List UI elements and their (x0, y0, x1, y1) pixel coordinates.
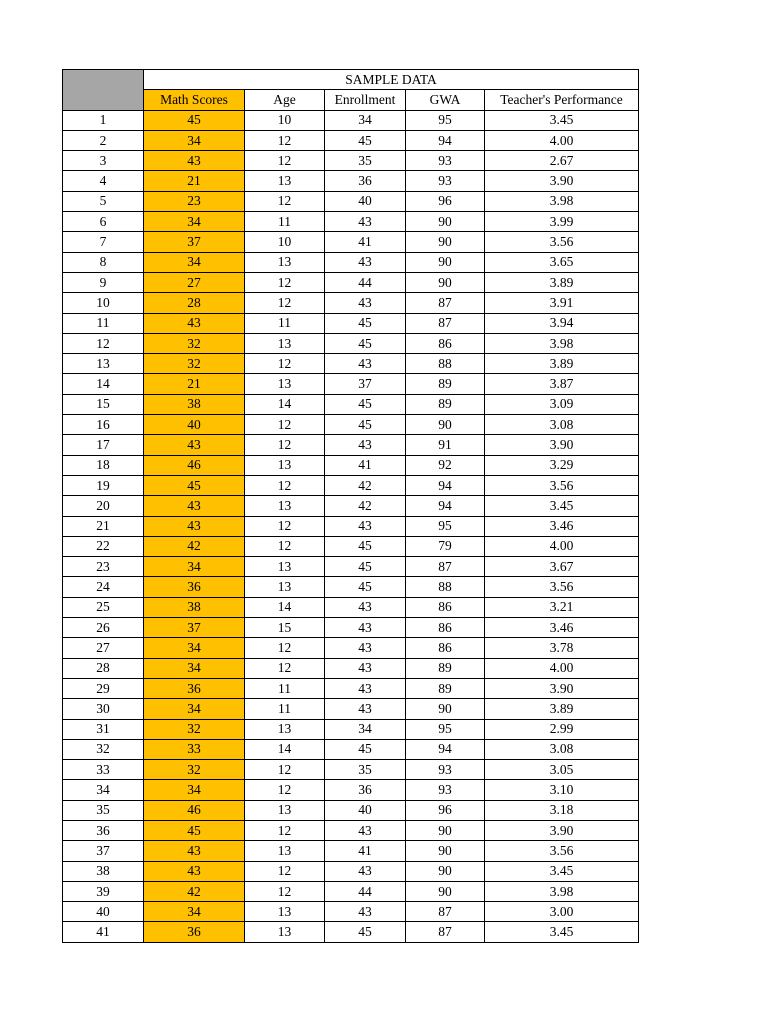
enrollment-cell: 43 (325, 293, 406, 313)
math-score-cell: 34 (144, 699, 245, 719)
teachers-performance-cell: 3.98 (485, 881, 639, 901)
age-cell: 12 (245, 191, 325, 211)
math-score-cell: 43 (144, 861, 245, 881)
gwa-cell: 87 (406, 293, 485, 313)
teachers-performance-cell: 4.00 (485, 130, 639, 150)
teachers-performance-cell: 3.21 (485, 597, 639, 617)
age-cell: 12 (245, 861, 325, 881)
math-score-cell: 38 (144, 394, 245, 414)
enrollment-cell: 43 (325, 902, 406, 922)
teachers-performance-cell: 3.46 (485, 618, 639, 638)
enrollment-cell: 44 (325, 272, 406, 292)
row-number-cell: 33 (63, 760, 144, 780)
math-score-cell: 21 (144, 171, 245, 191)
gwa-cell: 90 (406, 415, 485, 435)
row-number-cell: 28 (63, 658, 144, 678)
teachers-performance-cell: 3.90 (485, 435, 639, 455)
table-row (63, 557, 639, 577)
teachers-performance-cell: 3.00 (485, 902, 639, 922)
table-row (63, 760, 639, 780)
enrollment-cell: 45 (325, 577, 406, 597)
enrollment-cell: 36 (325, 171, 406, 191)
teachers-performance-cell: 3.90 (485, 678, 639, 698)
gwa-cell: 90 (406, 699, 485, 719)
gwa-cell: 89 (406, 678, 485, 698)
row-number-cell: 31 (63, 719, 144, 739)
math-score-cell: 37 (144, 232, 245, 252)
table-row (63, 354, 639, 374)
row-number-cell: 40 (63, 902, 144, 922)
age-cell: 13 (245, 455, 325, 475)
teachers-performance-cell: 3.90 (485, 820, 639, 840)
gwa-cell: 93 (406, 760, 485, 780)
enrollment-cell: 45 (325, 313, 406, 333)
teachers-performance-cell: 3.08 (485, 739, 639, 759)
age-cell: 12 (245, 516, 325, 536)
header-age: Age (245, 90, 325, 110)
row-number-cell: 20 (63, 496, 144, 516)
row-number-cell: 37 (63, 841, 144, 861)
enrollment-cell: 41 (325, 841, 406, 861)
gwa-cell: 93 (406, 780, 485, 800)
gwa-cell: 96 (406, 800, 485, 820)
teachers-performance-cell: 3.65 (485, 252, 639, 272)
enrollment-cell: 41 (325, 455, 406, 475)
gwa-cell: 90 (406, 861, 485, 881)
table-row (63, 820, 639, 840)
teachers-performance-cell: 3.99 (485, 212, 639, 232)
enrollment-cell: 37 (325, 374, 406, 394)
table-row (63, 841, 639, 861)
gwa-cell: 94 (406, 475, 485, 495)
age-cell: 12 (245, 272, 325, 292)
enrollment-cell: 43 (325, 516, 406, 536)
row-number-cell: 2 (63, 130, 144, 150)
enrollment-cell: 40 (325, 191, 406, 211)
enrollment-cell: 45 (325, 415, 406, 435)
table-row (63, 313, 639, 333)
enrollment-cell: 43 (325, 252, 406, 272)
header-teachers-performance: Teacher's Performance (485, 90, 639, 110)
row-number-cell: 1 (63, 110, 144, 130)
header-row (63, 90, 639, 110)
gwa-cell: 90 (406, 232, 485, 252)
age-cell: 12 (245, 415, 325, 435)
teachers-performance-cell: 3.18 (485, 800, 639, 820)
table-row (63, 800, 639, 820)
row-number-cell: 26 (63, 618, 144, 638)
enrollment-cell: 45 (325, 394, 406, 414)
gwa-cell: 90 (406, 252, 485, 272)
table-row (63, 861, 639, 881)
table-row (63, 435, 639, 455)
age-cell: 13 (245, 252, 325, 272)
teachers-performance-cell: 3.56 (485, 577, 639, 597)
gwa-cell: 90 (406, 820, 485, 840)
row-number-cell: 35 (63, 800, 144, 820)
sample-data-table (62, 69, 639, 943)
math-score-cell: 27 (144, 272, 245, 292)
teachers-performance-cell: 2.99 (485, 719, 639, 739)
teachers-performance-cell: 3.89 (485, 354, 639, 374)
math-score-cell: 38 (144, 597, 245, 617)
gwa-cell: 87 (406, 313, 485, 333)
enrollment-cell: 43 (325, 212, 406, 232)
row-number-cell: 39 (63, 881, 144, 901)
table-row (63, 130, 639, 150)
enrollment-cell: 42 (325, 475, 406, 495)
row-number-cell: 3 (63, 151, 144, 171)
age-cell: 14 (245, 597, 325, 617)
gwa-cell: 89 (406, 374, 485, 394)
teachers-performance-cell: 3.98 (485, 333, 639, 353)
math-score-cell: 32 (144, 760, 245, 780)
table-row (63, 455, 639, 475)
teachers-performance-cell: 3.45 (485, 922, 639, 942)
gwa-cell: 89 (406, 394, 485, 414)
row-number-cell: 30 (63, 699, 144, 719)
row-number-cell: 13 (63, 354, 144, 374)
age-cell: 12 (245, 151, 325, 171)
enrollment-cell: 43 (325, 597, 406, 617)
row-number-cell: 27 (63, 638, 144, 658)
math-score-cell: 36 (144, 678, 245, 698)
table-row (63, 415, 639, 435)
gwa-cell: 95 (406, 516, 485, 536)
age-cell: 11 (245, 699, 325, 719)
enrollment-cell: 43 (325, 638, 406, 658)
teachers-performance-cell: 3.56 (485, 475, 639, 495)
age-cell: 13 (245, 577, 325, 597)
math-score-cell: 34 (144, 638, 245, 658)
row-number-cell: 23 (63, 557, 144, 577)
gwa-cell: 89 (406, 658, 485, 678)
math-score-cell: 34 (144, 658, 245, 678)
row-number-cell: 12 (63, 333, 144, 353)
header-math-scores: Math Scores (144, 90, 245, 110)
gwa-cell: 90 (406, 272, 485, 292)
table-row (63, 638, 639, 658)
math-score-cell: 43 (144, 435, 245, 455)
row-number-cell: 38 (63, 861, 144, 881)
gwa-cell: 87 (406, 922, 485, 942)
row-number-cell: 8 (63, 252, 144, 272)
math-score-cell: 45 (144, 110, 245, 130)
row-number-cell: 22 (63, 536, 144, 556)
table-row (63, 151, 639, 171)
age-cell: 12 (245, 293, 325, 313)
teachers-performance-cell: 3.10 (485, 780, 639, 800)
math-score-cell: 43 (144, 841, 245, 861)
age-cell: 13 (245, 374, 325, 394)
corner-cell (63, 70, 144, 111)
teachers-performance-cell: 3.08 (485, 415, 639, 435)
table-row (63, 212, 639, 232)
table-row (63, 780, 639, 800)
table-row (63, 922, 639, 942)
table-row (63, 252, 639, 272)
table-row (63, 171, 639, 191)
gwa-cell: 92 (406, 455, 485, 475)
age-cell: 11 (245, 313, 325, 333)
math-score-cell: 45 (144, 820, 245, 840)
gwa-cell: 86 (406, 597, 485, 617)
teachers-performance-cell: 3.98 (485, 191, 639, 211)
math-score-cell: 23 (144, 191, 245, 211)
table-row (63, 232, 639, 252)
row-number-cell: 36 (63, 820, 144, 840)
gwa-cell: 86 (406, 618, 485, 638)
teachers-performance-cell: 3.05 (485, 760, 639, 780)
age-cell: 13 (245, 171, 325, 191)
enrollment-cell: 43 (325, 861, 406, 881)
age-cell: 12 (245, 780, 325, 800)
gwa-cell: 93 (406, 171, 485, 191)
enrollment-cell: 42 (325, 496, 406, 516)
row-number-cell: 41 (63, 922, 144, 942)
age-cell: 13 (245, 557, 325, 577)
table-row (63, 475, 639, 495)
teachers-performance-cell: 3.45 (485, 496, 639, 516)
table-row (63, 577, 639, 597)
gwa-cell: 94 (406, 496, 485, 516)
gwa-cell: 90 (406, 841, 485, 861)
teachers-performance-cell: 3.46 (485, 516, 639, 536)
table-row (63, 618, 639, 638)
teachers-performance-cell: 4.00 (485, 536, 639, 556)
enrollment-cell: 45 (325, 557, 406, 577)
age-cell: 14 (245, 394, 325, 414)
math-score-cell: 32 (144, 333, 245, 353)
math-score-cell: 37 (144, 618, 245, 638)
row-number-cell: 15 (63, 394, 144, 414)
enrollment-cell: 44 (325, 881, 406, 901)
enrollment-cell: 43 (325, 618, 406, 638)
enrollment-cell: 35 (325, 151, 406, 171)
table-title: SAMPLE DATA (144, 70, 639, 90)
math-score-cell: 34 (144, 252, 245, 272)
math-score-cell: 34 (144, 557, 245, 577)
gwa-cell: 88 (406, 354, 485, 374)
row-number-cell: 18 (63, 455, 144, 475)
age-cell: 12 (245, 435, 325, 455)
table-row (63, 678, 639, 698)
teachers-performance-cell: 3.67 (485, 557, 639, 577)
age-cell: 11 (245, 678, 325, 698)
header-gwa: GWA (406, 90, 485, 110)
teachers-performance-cell: 3.09 (485, 394, 639, 414)
row-number-cell: 34 (63, 780, 144, 800)
row-number-cell: 14 (63, 374, 144, 394)
teachers-performance-cell: 3.45 (485, 110, 639, 130)
gwa-cell: 86 (406, 638, 485, 658)
table-row (63, 881, 639, 901)
gwa-cell: 88 (406, 577, 485, 597)
table-row (63, 496, 639, 516)
gwa-cell: 95 (406, 719, 485, 739)
table-row (63, 536, 639, 556)
table-row (63, 902, 639, 922)
gwa-cell: 79 (406, 536, 485, 556)
header-enrollment: Enrollment (325, 90, 406, 110)
math-score-cell: 43 (144, 151, 245, 171)
teachers-performance-cell: 3.94 (485, 313, 639, 333)
title-row (63, 70, 639, 90)
math-score-cell: 34 (144, 130, 245, 150)
teachers-performance-cell: 3.78 (485, 638, 639, 658)
teachers-performance-cell: 3.45 (485, 861, 639, 881)
age-cell: 12 (245, 760, 325, 780)
enrollment-cell: 43 (325, 678, 406, 698)
teachers-performance-cell: 3.90 (485, 171, 639, 191)
teachers-performance-cell: 3.87 (485, 374, 639, 394)
math-score-cell: 33 (144, 739, 245, 759)
age-cell: 13 (245, 719, 325, 739)
gwa-cell: 94 (406, 130, 485, 150)
row-number-cell: 16 (63, 415, 144, 435)
row-number-cell: 5 (63, 191, 144, 211)
enrollment-cell: 45 (325, 333, 406, 353)
table-row (63, 191, 639, 211)
table-row (63, 272, 639, 292)
age-cell: 13 (245, 922, 325, 942)
math-score-cell: 36 (144, 577, 245, 597)
teachers-performance-cell: 3.89 (485, 699, 639, 719)
math-score-cell: 43 (144, 496, 245, 516)
age-cell: 12 (245, 475, 325, 495)
row-number-cell: 10 (63, 293, 144, 313)
table-row (63, 719, 639, 739)
row-number-cell: 9 (63, 272, 144, 292)
table-row (63, 110, 639, 130)
table-row (63, 333, 639, 353)
row-number-cell: 21 (63, 516, 144, 536)
row-number-cell: 11 (63, 313, 144, 333)
table-row (63, 739, 639, 759)
gwa-cell: 87 (406, 557, 485, 577)
enrollment-cell: 36 (325, 780, 406, 800)
math-score-cell: 34 (144, 902, 245, 922)
math-score-cell: 34 (144, 780, 245, 800)
enrollment-cell: 45 (325, 130, 406, 150)
age-cell: 12 (245, 820, 325, 840)
math-score-cell: 40 (144, 415, 245, 435)
teachers-performance-cell: 3.89 (485, 272, 639, 292)
age-cell: 12 (245, 130, 325, 150)
gwa-cell: 91 (406, 435, 485, 455)
math-score-cell: 43 (144, 516, 245, 536)
age-cell: 14 (245, 739, 325, 759)
enrollment-cell: 34 (325, 110, 406, 130)
math-score-cell: 32 (144, 354, 245, 374)
age-cell: 13 (245, 841, 325, 861)
gwa-cell: 87 (406, 902, 485, 922)
enrollment-cell: 41 (325, 232, 406, 252)
enrollment-cell: 43 (325, 354, 406, 374)
table-row (63, 597, 639, 617)
math-score-cell: 42 (144, 881, 245, 901)
teachers-performance-cell: 3.56 (485, 841, 639, 861)
age-cell: 12 (245, 638, 325, 658)
gwa-cell: 86 (406, 333, 485, 353)
gwa-cell: 96 (406, 191, 485, 211)
age-cell: 12 (245, 354, 325, 374)
enrollment-cell: 43 (325, 699, 406, 719)
table-row (63, 658, 639, 678)
math-score-cell: 34 (144, 212, 245, 232)
gwa-cell: 95 (406, 110, 485, 130)
age-cell: 12 (245, 658, 325, 678)
table-row (63, 293, 639, 313)
teachers-performance-cell: 3.56 (485, 232, 639, 252)
age-cell: 13 (245, 333, 325, 353)
math-score-cell: 21 (144, 374, 245, 394)
age-cell: 10 (245, 232, 325, 252)
enrollment-cell: 43 (325, 820, 406, 840)
enrollment-cell: 45 (325, 536, 406, 556)
math-score-cell: 46 (144, 800, 245, 820)
row-number-cell: 17 (63, 435, 144, 455)
age-cell: 11 (245, 212, 325, 232)
row-number-cell: 25 (63, 597, 144, 617)
math-score-cell: 36 (144, 922, 245, 942)
enrollment-cell: 34 (325, 719, 406, 739)
row-number-cell: 6 (63, 212, 144, 232)
enrollment-cell: 45 (325, 739, 406, 759)
teachers-performance-cell: 4.00 (485, 658, 639, 678)
gwa-cell: 90 (406, 881, 485, 901)
table-row (63, 394, 639, 414)
math-score-cell: 43 (144, 313, 245, 333)
math-score-cell: 28 (144, 293, 245, 313)
table-row (63, 374, 639, 394)
teachers-performance-cell: 2.67 (485, 151, 639, 171)
age-cell: 15 (245, 618, 325, 638)
age-cell: 13 (245, 800, 325, 820)
enrollment-cell: 45 (325, 922, 406, 942)
gwa-cell: 94 (406, 739, 485, 759)
row-number-cell: 24 (63, 577, 144, 597)
age-cell: 12 (245, 881, 325, 901)
enrollment-cell: 40 (325, 800, 406, 820)
row-number-cell: 19 (63, 475, 144, 495)
row-number-cell: 32 (63, 739, 144, 759)
age-cell: 13 (245, 902, 325, 922)
gwa-cell: 93 (406, 151, 485, 171)
enrollment-cell: 43 (325, 658, 406, 678)
math-score-cell: 42 (144, 536, 245, 556)
age-cell: 13 (245, 496, 325, 516)
math-score-cell: 46 (144, 455, 245, 475)
enrollment-cell: 35 (325, 760, 406, 780)
age-cell: 10 (245, 110, 325, 130)
teachers-performance-cell: 3.91 (485, 293, 639, 313)
age-cell: 12 (245, 536, 325, 556)
table-row (63, 516, 639, 536)
row-number-cell: 29 (63, 678, 144, 698)
row-number-cell: 7 (63, 232, 144, 252)
table-row (63, 699, 639, 719)
enrollment-cell: 43 (325, 435, 406, 455)
math-score-cell: 45 (144, 475, 245, 495)
row-number-cell: 4 (63, 171, 144, 191)
math-score-cell: 32 (144, 719, 245, 739)
teachers-performance-cell: 3.29 (485, 455, 639, 475)
gwa-cell: 90 (406, 212, 485, 232)
